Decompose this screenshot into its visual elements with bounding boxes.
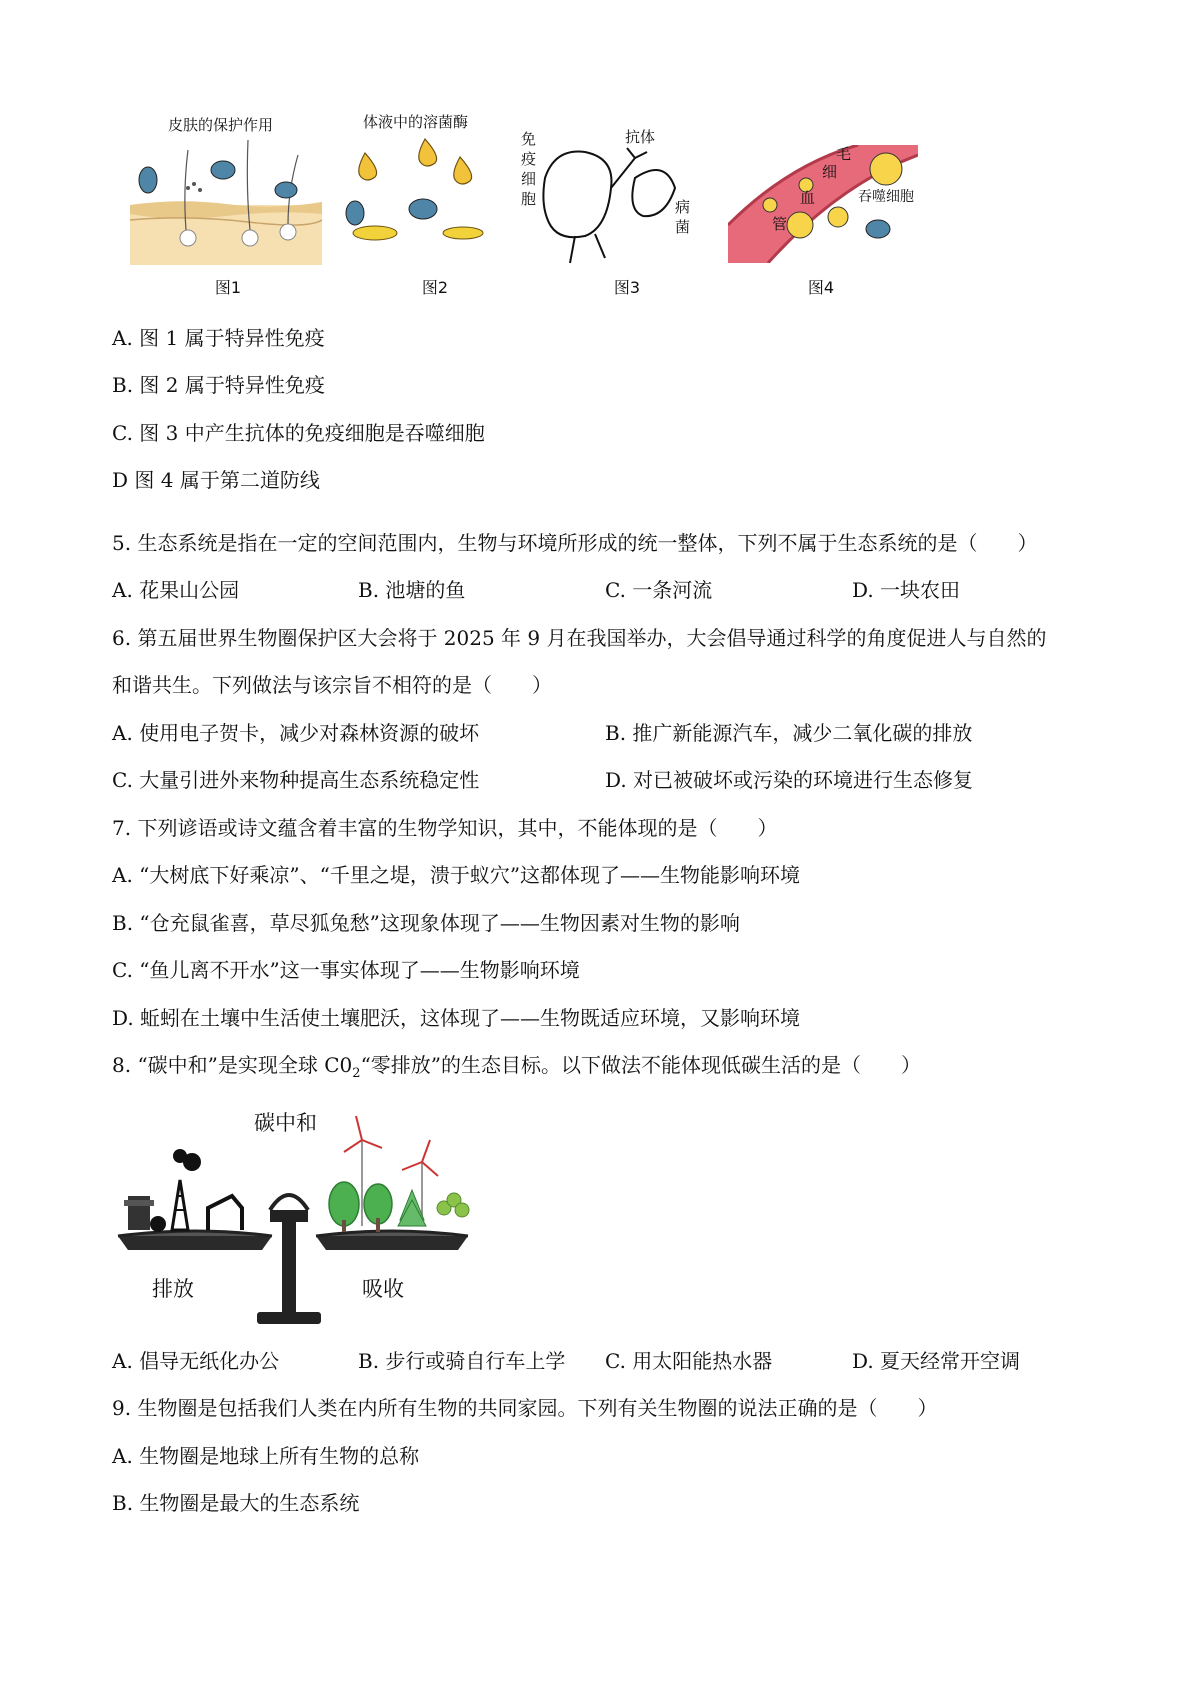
q7-option-b: B. “仓充鼠雀喜，草尽狐兔愁”这现象体现了——生物因素对生物的影响 — [112, 911, 740, 935]
q8-option-a: A. 倡导无纸化办公 — [112, 1349, 280, 1373]
figure-3-antibody — [515, 118, 695, 268]
figure-3-label-char: 细 — [521, 170, 537, 188]
figure-4-phagocyte — [728, 145, 918, 263]
figure-1-caption: 图1 — [214, 278, 242, 297]
q9-option-b: B. 生物圈是最大的生态系统 — [112, 1491, 360, 1515]
q8-stem-post: “零排放”的生态目标。以下做法不能体现低碳生活的是（ ） — [360, 1053, 922, 1077]
q5-option-b: B. 池塘的鱼 — [358, 578, 466, 602]
q9-option-a: A. 生物圈是地球上所有生物的总称 — [112, 1444, 420, 1468]
q7-option-d: D. 蚯蚓在土壤中生活使土壤肥沃，这体现了——生物既适应环境，又影响环境 — [112, 1006, 801, 1030]
q5-option-d: D. 一块农田 — [852, 578, 961, 602]
q8-option-b: B. 步行或骑自行车上学 — [358, 1349, 566, 1373]
figure-4-label-char: 毛 — [836, 145, 852, 163]
figure-2-title: 体液中的溶菌酶 — [363, 113, 469, 131]
figure-3-label-char: 疫 — [521, 150, 537, 168]
q4-option-d: D 图 4 属于第二道防线 — [112, 468, 320, 492]
q4-option-a: A. 图 1 属于特异性免疫 — [112, 326, 325, 350]
figure-3-caption: 图3 — [613, 278, 641, 297]
figure-3-label-char: 菌 — [675, 218, 691, 236]
figure-3-label-char: 病 — [675, 198, 691, 216]
emission-label: 排放 — [152, 1277, 194, 1301]
q8-stem — [112, 1050, 921, 1089]
figure-1-title: 皮肤的保护作用 — [168, 116, 274, 134]
carbon-neutral-figure — [112, 1100, 482, 1332]
figure-4-label-phagocyte: 吞噬细胞 — [858, 189, 914, 205]
q4-option-b: B. 图 2 属于特异性免疫 — [112, 373, 325, 397]
q6-stem-line1: 6. 第五届世界生物圈保护区大会将于 2025 年 9 月在我国举办，大会倡导通过科学的角度促进人与自然的 — [112, 626, 1047, 650]
capillary-illustration — [728, 145, 918, 263]
q8-option-d: D. 夏天经常开空调 — [852, 1349, 1021, 1373]
figure-1-skin — [128, 110, 324, 268]
q6-option-d: D. 对已被破坏或污染的环境进行生态修复 — [605, 768, 974, 792]
figure-3-label-antibody: 抗体 — [625, 128, 656, 146]
figure-2-lysozyme — [335, 105, 495, 265]
figure-3-label-char: 胞 — [521, 190, 537, 208]
q5-option-a: A. 花果山公园 — [112, 578, 240, 602]
lysozyme-illustration — [335, 105, 495, 265]
q6-option-a: A. 使用电子贺卡，减少对森林资源的破坏 — [112, 721, 480, 745]
q7-option-c: C. “鱼儿离不开水”这一事实体现了——生物影响环境 — [112, 958, 580, 982]
q8-stem-pre: 8. “碳中和”是实现全球 C0 — [112, 1053, 353, 1077]
q4-option-c: C. 图 3 中产生抗体的免疫细胞是吞噬细胞 — [112, 421, 485, 445]
figure-4-label-char: 血 — [800, 189, 816, 207]
q6-option-b: B. 推广新能源汽车，减少二氧化碳的排放 — [605, 721, 973, 745]
figure-2-caption: 图2 — [421, 278, 449, 297]
q5-option-c: C. 一条河流 — [605, 578, 713, 602]
q8-option-c: C. 用太阳能热水器 — [605, 1349, 773, 1373]
antibody-illustration — [515, 118, 695, 268]
q6-stem-line2: 和谐共生。下列做法与该宗旨不相符的是（ ） — [112, 673, 552, 697]
figure-4-label-char: 细 — [822, 163, 838, 181]
skin-illustration — [128, 110, 324, 268]
q6-option-c: C. 大量引进外来物种提高生态系统稳定性 — [112, 768, 480, 792]
figure-4-caption: 图4 — [807, 278, 835, 297]
q5-stem: 5. 生态系统是指在一定的空间范围内，生物与环境所形成的统一整体，下列不属于生态系统的是（ ） — [112, 531, 1038, 555]
figure-4-label-char: 管 — [772, 215, 788, 233]
figure-3-label-char: 免 — [521, 130, 537, 148]
absorption-label: 吸收 — [362, 1277, 404, 1301]
q7-stem: 7. 下列谚语或诗文蕴含着丰富的生物学知识，其中，不能体现的是（ ） — [112, 816, 778, 840]
q7-option-a: A. “大树底下好乘凉”、“千里之堤，溃于蚁穴”这都体现了——生物能影响环境 — [112, 863, 801, 887]
q9-stem: 9. 生物圈是包括我们人类在内所有生物的共同家园。下列有关生物圈的说法正确的是（ ） — [112, 1396, 938, 1420]
q8-stem-subscript: 2 — [352, 1066, 361, 1081]
balance-scale-illustration — [112, 1100, 482, 1332]
carbon-neutral-title: 碳中和 — [254, 1111, 317, 1135]
